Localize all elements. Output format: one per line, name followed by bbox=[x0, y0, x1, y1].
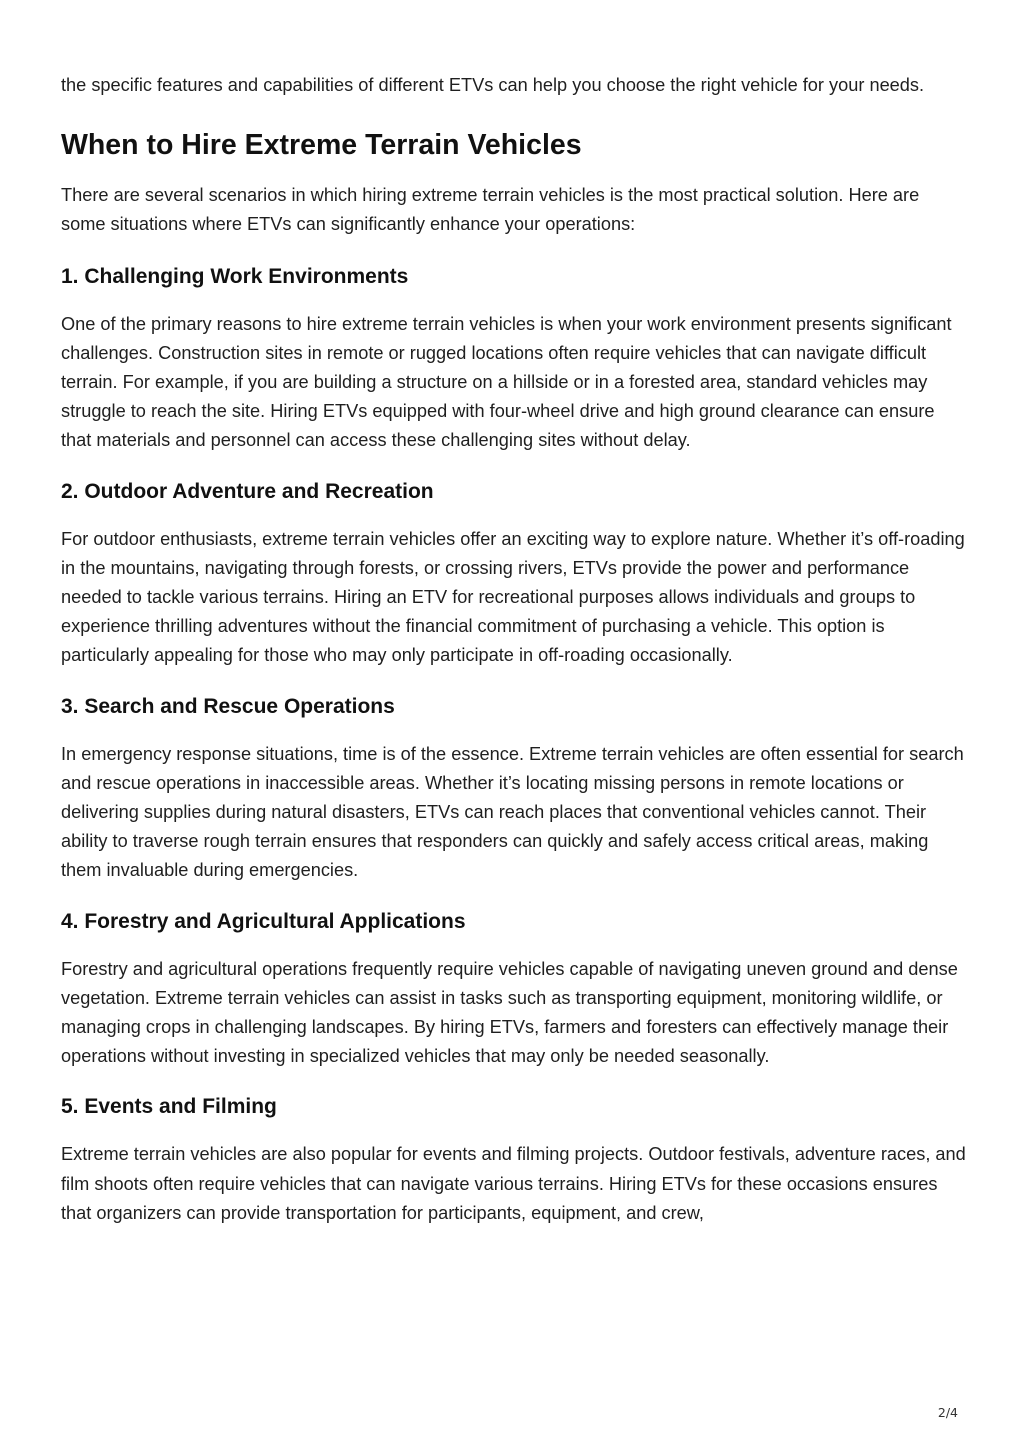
subsection-heading: 5. Events and Filming bbox=[61, 1095, 277, 1119]
document-page bbox=[61, 71, 966, 1249]
subsection-body: In emergency response situations, time is of the essence. Extreme terrain vehicles are often essential for search and rescue operations in inaccessible areas. Whether it’s locating missing persons in remote locations or delivering supplies during natural disasters, ETVs can reach places that conventional vehicles cannot. Their ability to traverse rough terrain ensures that responders can quickly and safely access critical areas, making them invaluable during emergencies. bbox=[61, 743, 964, 881]
subsection-body: Extreme terrain vehicles are also popular for events and filming projects. Outdoor festivals, adventure races, and film shoots often require vehicles that can navigate various terrains. Hiring ETVs for these occasions ensures that organizers can provide transportation for participants, equipment, and crew, bbox=[61, 1144, 966, 1223]
subsection-body: Forestry and agricultural operations frequently require vehicles capable of navigating uneven ground and dense vegetation. Extreme terrain vehicles can assist in tasks such as transporting equipment, monitoring wildlife, or managing crops in challenging landscapes. By hiring ETVs, farmers and foresters can effectively manage their operations without investing in specialized vehicles that may only be needed seasonally. bbox=[61, 958, 958, 1067]
subsection-body: One of the primary reasons to hire extreme terrain vehicles is when your work environment presents significant challenges. Construction sites in remote or rugged locations often require vehicles that can navigate difficult terrain. For example, if you are building a structure on a hillside or in a forested area, standard vehicles may struggle to reach the site. Hiring ETVs equipped with four-wheel drive and high ground clearance can ensure that materials and personnel can access these challenging sites without delay. bbox=[61, 313, 952, 451]
intro-paragraph: the specific features and capabilities of different ETVs can help you choose the right vehicle for your needs. bbox=[61, 75, 925, 95]
subsection-body: For outdoor enthusiasts, extreme terrain vehicles offer an exciting way to explore nature. Whether it’s off-roading in the mountains, navigating through forests, or crossing rivers, ETVs provide the power and performance needed to tackle various terrains. Hiring an ETV for recreational purposes allows individuals and groups to experience thrilling adventures without the financial commitment of purchasing a vehicle. This option is particularly appealing for those who may only participate in off-roading occasionally. bbox=[61, 528, 965, 666]
subsection-heading: 2. Outdoor Adventure and Recreation bbox=[61, 479, 434, 503]
subsection-heading: 4. Forestry and Agricultural Applications bbox=[61, 909, 466, 933]
subsection-outdoor-adventure bbox=[61, 477, 966, 671]
subsection-work-environments bbox=[61, 262, 966, 456]
section-intro-paragraph: There are several scenarios in which hiring extreme terrain vehicles is the most practical solution. Here are some situations where ETVs can significantly enhance your operations: bbox=[61, 185, 920, 235]
page-number: 2/4 bbox=[937, 1405, 958, 1420]
subsection-heading: 3. Search and Rescue Operations bbox=[61, 694, 395, 718]
section-heading: When to Hire Extreme Terrain Vehicles bbox=[61, 129, 582, 162]
subsection-search-rescue bbox=[61, 692, 966, 886]
subsection-heading: 1. Challenging Work Environments bbox=[61, 264, 409, 288]
subsection-forestry-agriculture bbox=[61, 907, 966, 1072]
subsection-events-filming bbox=[61, 1092, 966, 1228]
